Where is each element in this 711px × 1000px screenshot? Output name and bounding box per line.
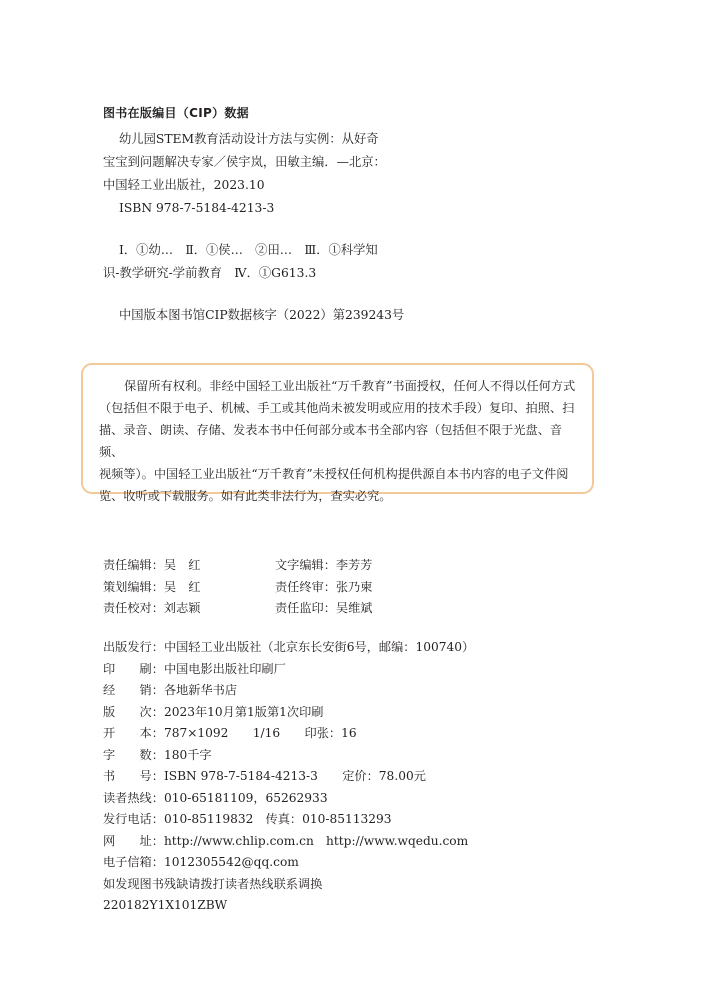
print-code: 220182Y1X101ZBW [103, 898, 228, 912]
cip-line: 宝宝到问题解决专家／侯宇岚，田敏主编．—北京： [103, 155, 386, 169]
editor-credit: 策划编辑：吴 红 [103, 579, 201, 594]
info-label: 开 本： [103, 726, 164, 740]
info-label: 网 址： [103, 833, 164, 848]
editor-credit: 文字编辑：李芳芳 [275, 558, 373, 572]
publication-info [103, 637, 474, 917]
editor-credit: 责任校对：刘志颖 [103, 601, 201, 615]
info-row [103, 745, 474, 767]
cip-subject-line: 识-教学研究-学前教育 Ⅳ．①G613.3 [103, 266, 317, 280]
editor-row [103, 555, 373, 577]
editor-row [103, 598, 373, 620]
info-row [103, 702, 474, 724]
info-label: 出版发行： [103, 640, 164, 654]
info-value: 2023年10月第1版第1次印刷 [163, 704, 324, 719]
cip-block [103, 128, 623, 327]
info-value: 1012305542@qq.com [163, 855, 299, 869]
info-value: 各地新华书店 [163, 683, 238, 697]
editor-credit: 责任终审：张乃柬 [275, 579, 373, 594]
info-label: 印 刷： [103, 661, 164, 676]
info-value: 010-65181109，65262933 [163, 790, 328, 805]
info-value: ISBN 978-7-5184-4213-3 定价：78.00元 [163, 769, 426, 783]
info-label: 电子信箱： [103, 855, 164, 869]
cip-line: 幼儿园STEM教育活动设计方法与实例：从好奇 [119, 132, 379, 146]
info-value: 010-85119832 传真：010-85113293 [163, 812, 392, 826]
editor-row [103, 577, 373, 599]
info-label: 字 数： [103, 747, 164, 762]
info-row [103, 680, 474, 702]
info-label: 发行电话： [103, 812, 164, 826]
notice-line: 视频等）。中国轻工业出版社“万千教育”未授权任何机构提供源自本书内容的电子文件阅 [99, 467, 569, 481]
info-value: 787×1092 1/16 印张：16 [163, 726, 357, 740]
info-row [103, 852, 474, 874]
cip-line: 中国轻工业出版社，2023.10 [103, 178, 265, 192]
copyright-notice-box [81, 363, 594, 503]
editor-credit: 责任监印：吴维斌 [275, 601, 373, 615]
info-row [103, 723, 474, 745]
notice-line: 保留所有权利。非经中国轻工业出版社“万千教育”书面授权，任何人不得以任何方式 [124, 379, 576, 393]
cip-catalog-number: 中国版本图书馆CIP数据核字（2022）第239243号 [119, 308, 405, 322]
info-label: 书 号： [103, 769, 164, 783]
info-row [103, 766, 474, 788]
cip-isbn: ISBN 978-7-5184-4213-3 [119, 201, 275, 215]
info-label: 版 次： [103, 704, 164, 719]
editor-credits [103, 555, 373, 620]
info-row [103, 788, 474, 810]
notice-line: 览、收听或下载服务。如有此类非法行为，查实必究。 [99, 489, 392, 503]
notice-line: 描、录音、朗读、存储、发表本书中任何部分或本书全部内容（包括但不限于光盘、音频、 [99, 423, 563, 459]
info-value: 180千字 [163, 747, 212, 762]
info-label: 读者热线： [103, 790, 164, 805]
notice-line: （包括但不限于电子、机械、手工或其他尚未被发明或应用的技术手段）复印、拍照、扫 [99, 401, 575, 415]
editor-credit: 责任编辑：吴 红 [103, 558, 201, 572]
info-row [103, 637, 474, 659]
cip-title: 图书在版编目（CIP）数据 [103, 106, 249, 120]
replacement-note: 如发现图书残缺请拨打读者热线联系调换 [103, 876, 323, 891]
info-value: 中国轻工业出版社（北京东长安街6号，邮编：100740） [163, 640, 475, 654]
info-row [103, 809, 474, 831]
info-value: 中国电影出版社印刷厂 [163, 661, 286, 676]
info-row [103, 659, 474, 681]
cip-subject-line: Ⅰ．①幼… Ⅱ．①侯… ②田… Ⅲ．①科学知 [119, 243, 378, 257]
info-row [103, 831, 474, 853]
info-label: 经 销： [103, 683, 164, 697]
info-value: http://www.chlip.com.cn http://www.wqedu.com [163, 833, 469, 848]
